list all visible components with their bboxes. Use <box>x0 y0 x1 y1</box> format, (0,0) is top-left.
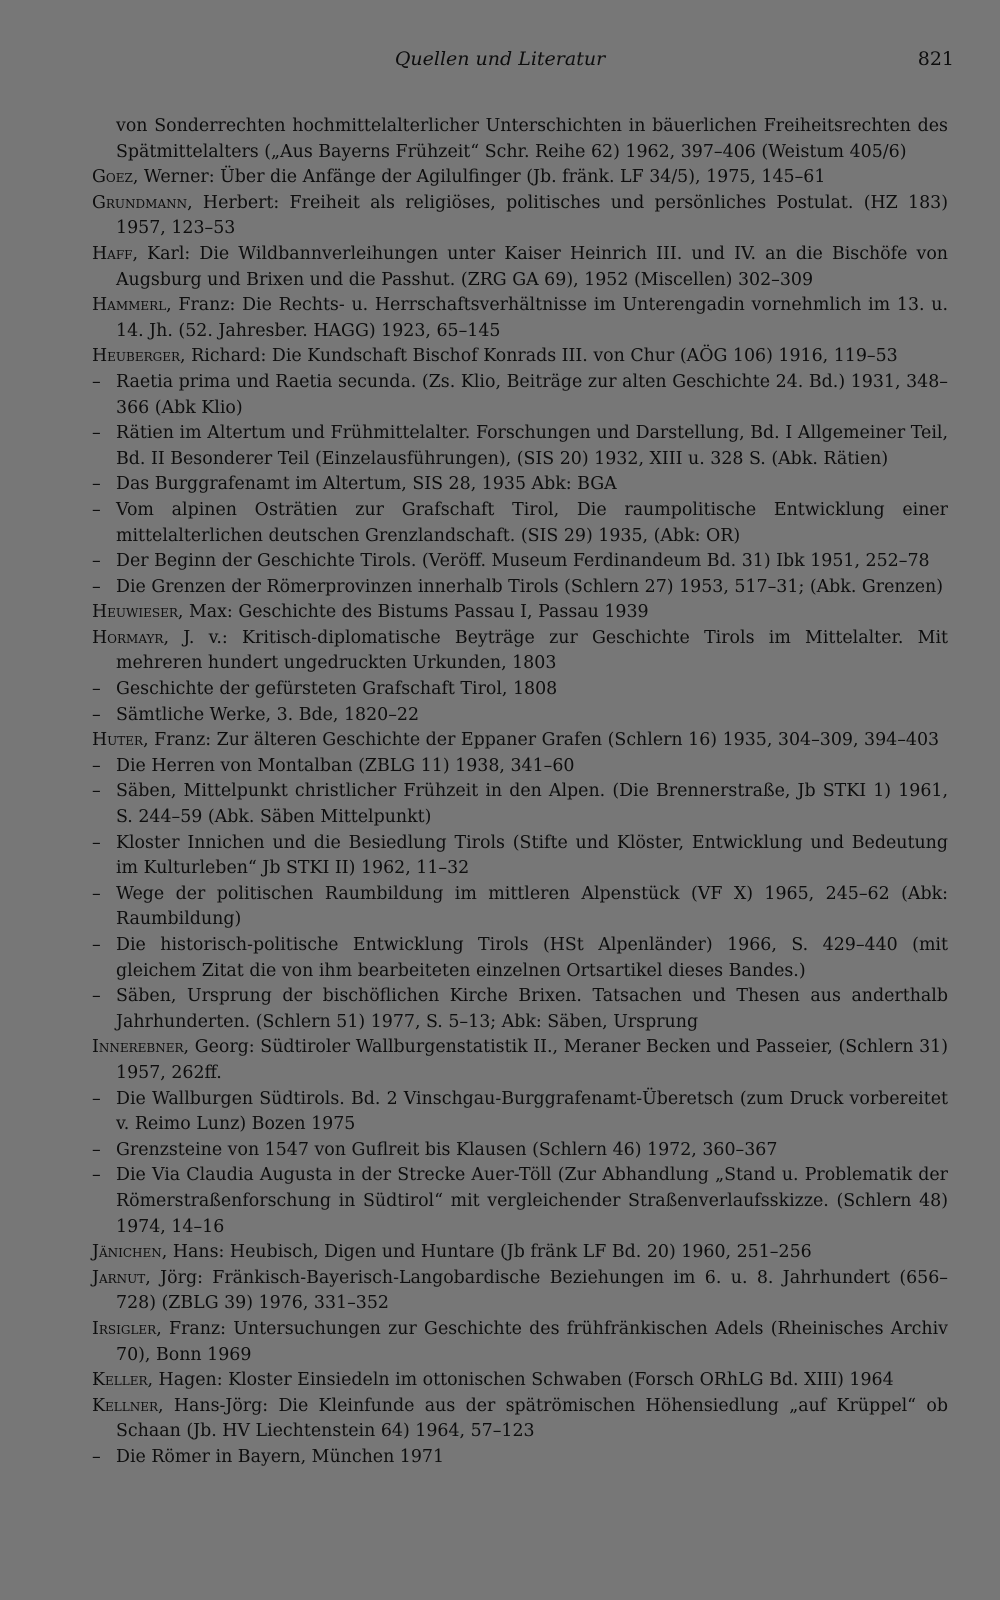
bibliography-list <box>92 114 948 1470</box>
bibliography-subentry <box>92 754 948 780</box>
entry-dash: – <box>92 576 101 597</box>
bibliography-subentry <box>92 1087 948 1138</box>
bibliography-entry <box>92 242 948 293</box>
entry-dash: – <box>92 679 101 700</box>
entry-text: , Franz: Untersuchungen zur Geschichte des frühfränkischen Adels (Rheinisches Archiv 70), Bonn 1969 <box>116 1318 948 1365</box>
entry-author: Hammerl <box>92 295 167 316</box>
entry-text: , Max: Geschichte des Bistums Passau I, Passau 1939 <box>177 602 649 623</box>
entry-author: Haff <box>92 243 133 264</box>
entry-author: Hormayr <box>92 627 164 648</box>
entry-text: Vom alpinen Osträtien zur Grafschaft Tirol, Die raumpolitische Entwicklung einer mittelalterlichen deutschen Grenzlandschaft. (SIS 29) 1935, (Abk: OR) <box>116 499 948 546</box>
entry-dash: – <box>92 781 101 802</box>
entry-text: Die Grenzen der Römerprovinzen innerhalb Tirols (Schlern 27) 1953, 517–31; (Abk. Grenzen) <box>116 576 944 597</box>
running-title: Quellen und Literatur <box>394 48 606 70</box>
entry-author: Heuberger <box>92 346 181 367</box>
bibliography-subentry <box>92 984 948 1035</box>
bibliography-entry <box>92 344 948 370</box>
bibliography-subentry <box>92 498 948 549</box>
entry-text: Die Via Claudia Augusta in der Strecke Auer-Töll (Zur Abhandlung „Stand u. Problematik der Römerstraßenforschung in Südtirol“ mit vergleichender Straßenverlaufsskizze. (Schlern 48) 1974, 14–16 <box>116 1165 948 1237</box>
bibliography-subentry <box>92 1163 948 1240</box>
entry-text: , Franz: Die Rechts- u. Herrschaftsverhältnisse im Unterengadin vornehmlich im 13. u. 14. Jh. (52. Jahresber. HAGG) 1923, 65–145 <box>116 295 948 341</box>
bibliography-subentry <box>92 703 948 729</box>
entry-dash: – <box>92 832 101 853</box>
entry-text: Der Beginn der Geschichte Tirols. (Veröff. Museum Ferdinandeum Bd. 31) Ibk 1951, 252–78 <box>116 551 930 572</box>
entry-text: Raetia prima und Raetia secunda. (Zs. Klio, Beiträge zur alten Geschichte 24. Bd.) 1931, 348–366 (Abk Klio) <box>116 371 948 418</box>
bibliography-entry <box>92 165 948 191</box>
entry-text: , Franz: Zur älteren Geschichte der Eppaner Grafen (Schlern 16) 1935, 304–309, 394–403 <box>143 730 940 751</box>
entry-text: , Werner: Über die Anfänge der Agilulfinger (Jb. fränk. LF 34/5), 1975, 145–61 <box>132 167 826 188</box>
entry-author: Irsigler <box>92 1318 157 1339</box>
entry-text: , Richard: Die Kundschaft Bischof Konrads III. von Chur (AÖG 106) 1916, 119–53 <box>180 346 898 367</box>
bibliography-subentry <box>92 575 948 601</box>
entry-dash: – <box>92 755 101 776</box>
entry-dash: – <box>92 1446 101 1467</box>
entry-text: Grenzsteine von 1547 von Guflreit bis Klausen (Schlern 46) 1972, 360–367 <box>116 1139 778 1160</box>
entry-text: , Hagen: Kloster Einsiedeln im ottonischen Schwaben (Forsch ORhLG Bd. XIII) 1964 <box>147 1370 894 1391</box>
bibliography-entry <box>92 1317 948 1368</box>
entry-text: Säben, Mittelpunkt christlicher Frühzeit in den Alpen. (Die Brennerstraße, Jb STKI 1) 1961, S. 244–59 (Abk. Säben Mittelpunkt) <box>116 781 948 828</box>
entry-text: , Hans-Jörg: Die Kleinfunde aus der spätrömischen Höhensiedlung „auf Krüppel“ ob Schaan (Jb. HV Liechtenstein 64) 1964, 57–123 <box>116 1395 948 1442</box>
page-header <box>0 48 1000 74</box>
entry-dash: – <box>92 371 101 392</box>
entry-author: Jarnut <box>92 1267 146 1288</box>
entry-text: Kloster Innichen und die Besiedlung Tirols (Stifte und Klöster, Entwicklung und Bedeutung im Kulturleben“ Jb STKI II) 1962, 11–32 <box>116 832 948 879</box>
entry-dash: – <box>92 1088 101 1109</box>
entry-dash: – <box>92 935 101 955</box>
entry-dash: – <box>92 474 101 495</box>
bibliography-subentry <box>92 1138 948 1164</box>
entry-text: Rätien im Altertum und Frühmittelalter. Forschungen und Darstellung, Bd. I Allgemeiner Teil, Bd. II Besonderer Teil (Einzelausführungen), (SIS 20) 1932, XIII u. 328 S. (Abk. Rätien) <box>116 423 948 469</box>
bibliography-subentry <box>92 933 948 984</box>
bibliography-entry <box>92 1035 948 1086</box>
page-number: 821 <box>917 48 954 70</box>
bibliography-entry <box>92 1394 948 1445</box>
entry-text: Die Herren von Montalban (ZBLG 11) 1938, 341–60 <box>116 755 575 776</box>
entry-dash: – <box>92 423 101 444</box>
entry-dash: – <box>92 499 101 520</box>
bibliography-subentry <box>92 421 948 472</box>
bibliography-entry <box>92 114 948 165</box>
bibliography-entry <box>92 1266 948 1317</box>
bibliography-subentry <box>92 370 948 421</box>
entry-dash: – <box>92 1139 101 1160</box>
entry-author: Heuwieser <box>92 602 178 623</box>
bibliography-subentry <box>92 882 948 933</box>
entry-text: , Herbert: Freiheit als religiöses, politisches und persönliches Postulat. (HZ 183) 1957, 123–53 <box>116 192 948 239</box>
entry-author: Huter <box>92 730 144 751</box>
bibliography-subentry <box>92 677 948 703</box>
bibliography-entry <box>92 600 948 626</box>
entry-text: , Jörg: Fränkisch-Bayerisch-Langobardische Beziehungen im 6. u. 8. Jahrhundert (656–728) (ZBLG 39) 1976, 331–352 <box>116 1267 948 1314</box>
entry-text: Sämtliche Werke, 3. Bde, 1820–22 <box>116 704 420 725</box>
entry-text: von Sonderrechten hochmittelalterlicher Unterschichten in bäuerlichen Freiheitsrechten des Spätmittelalters („Aus Bayerns Frühzeit“ Schr. Reihe 62) 1962, 397–406 (Weistum 405/6) <box>116 116 948 162</box>
bibliography-entry <box>92 191 948 242</box>
bibliography-subentry <box>92 831 948 882</box>
bibliography-entry <box>92 1368 948 1394</box>
entry-author: Innerebner <box>92 1037 184 1058</box>
entry-text: Die historisch-politische Entwicklung Tirols (HSt Alpenländer) 1966, S. 429–440 (mit gleichem Zitat die von ihm bearbeiteten einzelnen Ortsartikel dieses Bandes.) <box>116 935 948 981</box>
entry-text: Geschichte der gefürsteten Grafschaft Tirol, 1808 <box>116 679 558 700</box>
entry-dash: – <box>92 883 101 904</box>
bibliography-entry <box>92 728 948 754</box>
entry-author: Goez <box>92 167 133 188</box>
entry-author: Keller <box>92 1370 148 1391</box>
entry-text: , J. v.: Kritisch-diplomatische Beyträge zur Geschichte Tirols im Mittelalter. Mit mehreren hundert ungedruckten Urkunden, 1803 <box>116 627 948 674</box>
bibliography-entry <box>92 1240 948 1266</box>
entry-dash: – <box>92 986 101 1007</box>
bibliography-entry <box>92 626 948 677</box>
entry-text: Die Wallburgen Südtirols. Bd. 2 Vinschgau-Burggrafenamt-Überetsch (zum Druck vorbereitet v. Reimo Lunz) Bozen 1975 <box>116 1088 948 1135</box>
entry-text: Die Römer in Bayern, München 1971 <box>116 1446 445 1467</box>
bibliography-subentry <box>92 1445 948 1471</box>
entry-dash: – <box>92 551 101 572</box>
entry-text: , Hans: Heubisch, Digen und Huntare (Jb fränk LF Bd. 20) 1960, 251–256 <box>161 1242 812 1263</box>
entry-author: Jänichen <box>92 1242 162 1263</box>
entry-dash: – <box>92 1165 101 1186</box>
bibliography-subentry <box>92 779 948 830</box>
bibliography-subentry <box>92 549 948 575</box>
bibliography-subentry <box>92 472 948 498</box>
entry-dash: – <box>92 704 101 725</box>
entry-text: Wege der politischen Raumbildung im mittleren Alpenstück (VF X) 1965, 245–62 (Abk: Raumbildung) <box>116 883 948 930</box>
entry-text: Das Burggrafenamt im Altertum, SIS 28, 1935 Abk: BGA <box>116 474 617 495</box>
entry-text: Säben, Ursprung der bischöflichen Kirche Brixen. Tatsachen und Thesen aus anderthalb Jahrhunderten. (Schlern 51) 1977, S. 5–13; Abk: Säben, Ursprung <box>116 986 948 1032</box>
entry-author: Grundmann <box>92 192 188 213</box>
entry-author: Kellner <box>92 1395 158 1416</box>
bibliography-entry <box>92 293 948 344</box>
entry-text: , Karl: Die Wildbannverleihungen unter Kaiser Heinrich III. und IV. an die Bischöfe von Augsburg und Brixen und die Passhut. (ZRG GA 69), 1952 (Miscellen) 302–309 <box>116 243 948 290</box>
entry-text: , Georg: Südtiroler Wallburgenstatistik II., Meraner Becken und Passeier, (Schlern 31) 1957, 262ff. <box>116 1037 948 1083</box>
